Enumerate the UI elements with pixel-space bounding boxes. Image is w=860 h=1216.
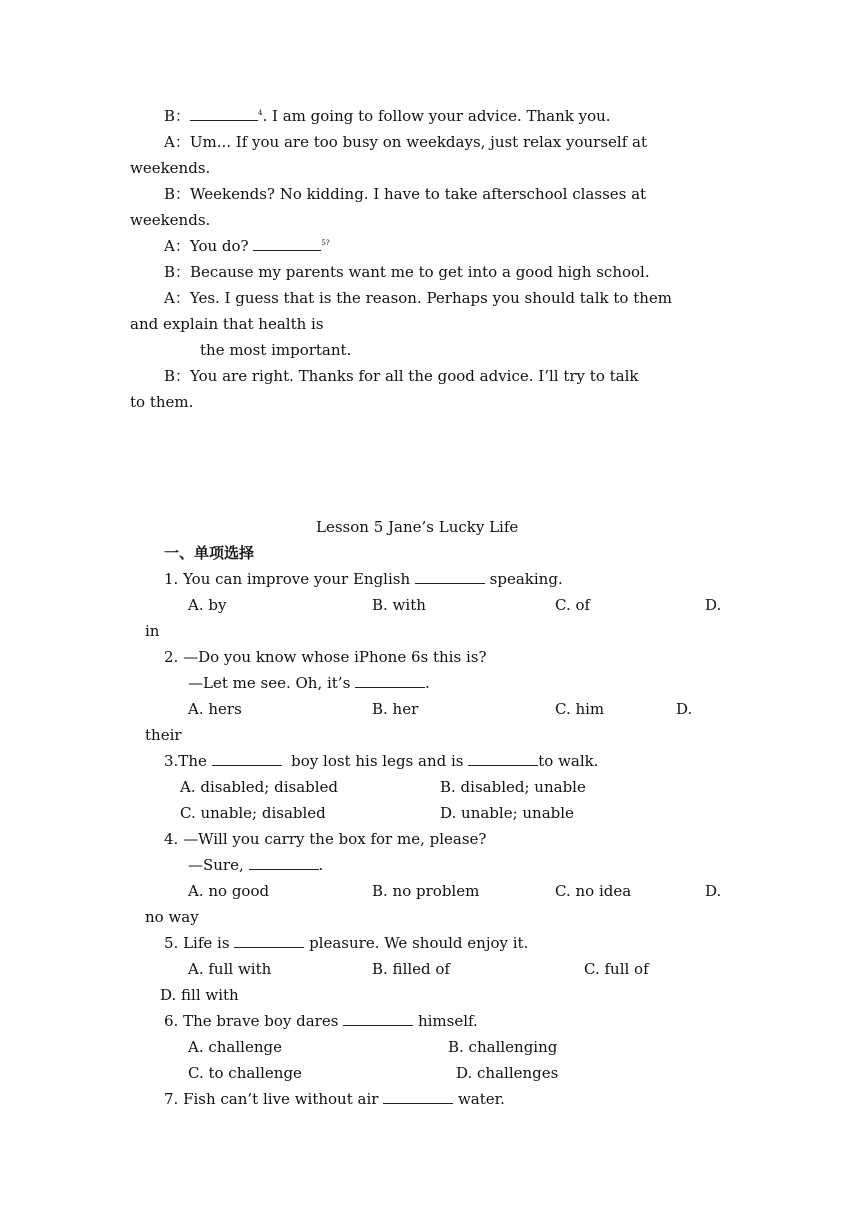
option-b: B. filled of (372, 960, 450, 978)
option-c: C. of (555, 596, 591, 614)
section-heading: 一、单项选择 (164, 544, 255, 562)
option-a: A. full with (188, 960, 272, 978)
lesson-title: Lesson 5 Jane’s Lucky Life (316, 518, 519, 536)
question-text: . (318, 856, 324, 874)
speaker-label: A： (164, 133, 190, 151)
speaker-label: A： (164, 237, 190, 255)
answer-blank (383, 1089, 453, 1104)
option-a: A. by (188, 596, 227, 614)
question-text: boy lost his legs and is (281, 752, 469, 770)
dialogue-line-3-cont: weekends. (130, 211, 211, 229)
dialogue-line-5 (164, 262, 650, 282)
dialogue-text: Um... If you are too busy on weekdays, just relax yourself at (189, 133, 647, 151)
question-text: to walk. (538, 752, 599, 770)
question-7 (164, 1089, 505, 1109)
dialogue-text: You are right. Thanks for all the good advice. I’ll try to talk (190, 367, 639, 385)
option-b: B. no problem (372, 882, 480, 900)
option-a: A. disabled; disabled (180, 778, 339, 796)
option-d: D. (676, 700, 693, 718)
option-a: A. no good (188, 882, 270, 900)
option-b: B. her (372, 700, 419, 718)
dialogue-text: Weekends? No kidding. I have to take afterschool classes at (190, 185, 647, 203)
dialogue-text: Yes. I guess that is the reason. Perhaps you should talk to them (189, 289, 673, 307)
question-6 (164, 1011, 478, 1031)
option-d: D. unable; unable (440, 804, 574, 822)
question-2: 2. —Do you know whose iPhone 6s this is? (164, 648, 487, 666)
dialogue-line-3 (164, 184, 646, 204)
question-text: . (425, 674, 430, 692)
option-b: B. challenging (448, 1038, 558, 1056)
answer-blank (343, 1011, 413, 1026)
answer-blank (355, 673, 425, 688)
question-text: —Sure, (188, 856, 249, 874)
question-text: 1. You can improve your English (164, 570, 415, 588)
option-c: C. no idea (555, 882, 632, 900)
question-text: —Let me see. Oh, it’s (188, 674, 356, 692)
answer-blank (415, 569, 485, 584)
option-b: B. disabled; unable (440, 778, 586, 796)
option-d-wrap: their (145, 726, 182, 744)
dialogue-text: . I am going to follow your advice. Thank you. (262, 107, 611, 125)
dialogue-text: Because my parents want me to get into a good high school. (190, 263, 650, 281)
question-text: water. (453, 1090, 505, 1108)
speaker-label: B： (164, 263, 191, 281)
answer-blank (468, 751, 538, 766)
dialogue-line-2-cont: weekends. (130, 159, 211, 177)
speaker-label: B： (164, 185, 191, 203)
dialogue-line-4 (164, 236, 330, 256)
question-text: 6. The brave boy dares (164, 1012, 344, 1030)
option-d: D. (705, 596, 722, 614)
footnote-mark: 4 (258, 109, 263, 117)
dialogue-line-1 (164, 106, 611, 126)
question-text: himself. (413, 1012, 478, 1030)
option-d: D. (705, 882, 722, 900)
dialogue-line-6-cont: and explain that health is (130, 315, 324, 333)
question-text: 3.The (164, 752, 212, 770)
question-text: 5. Life is (164, 934, 235, 952)
option-c: C. him (555, 700, 605, 718)
speaker-label: A： (164, 289, 190, 307)
answer-blank (234, 933, 304, 948)
dialogue-line-6 (164, 288, 672, 308)
answer-blank (190, 106, 258, 121)
question-3 (164, 751, 599, 771)
speaker-label: B： (164, 107, 191, 125)
option-d: D. challenges (456, 1064, 559, 1082)
question-text: 7. Fish can’t live without air (164, 1090, 384, 1108)
option-c: C. full of (584, 960, 649, 978)
option-b: B. with (372, 596, 426, 614)
dialogue-line-7-cont: to them. (130, 393, 194, 411)
option-c: C. unable; disabled (180, 804, 326, 822)
question-4: 4. —Will you carry the box for me, please? (164, 830, 487, 848)
speaker-label: B： (164, 367, 191, 385)
question-5 (164, 933, 528, 953)
question-text: pleasure. We should enjoy it. (304, 934, 529, 952)
option-d: D. fill with (160, 986, 239, 1004)
question-4-reply (188, 855, 323, 875)
answer-blank (249, 855, 319, 870)
answer-blank (212, 751, 282, 766)
answer-blank (253, 236, 321, 251)
footnote-mark: 5? (321, 239, 330, 247)
option-d-wrap: in (145, 622, 160, 640)
option-c: C. to challenge (188, 1064, 302, 1082)
option-d-wrap: no way (145, 908, 199, 926)
question-text: speaking. (484, 570, 563, 588)
dialogue-text: You do? (189, 237, 254, 255)
dialogue-line-6-cont2: the most important. (200, 341, 352, 359)
dialogue-line-2 (164, 132, 647, 152)
dialogue-line-7 (164, 366, 638, 386)
question-1 (164, 569, 563, 589)
question-2-reply (188, 673, 430, 693)
option-a: A. hers (188, 700, 242, 718)
option-a: A. challenge (188, 1038, 282, 1056)
